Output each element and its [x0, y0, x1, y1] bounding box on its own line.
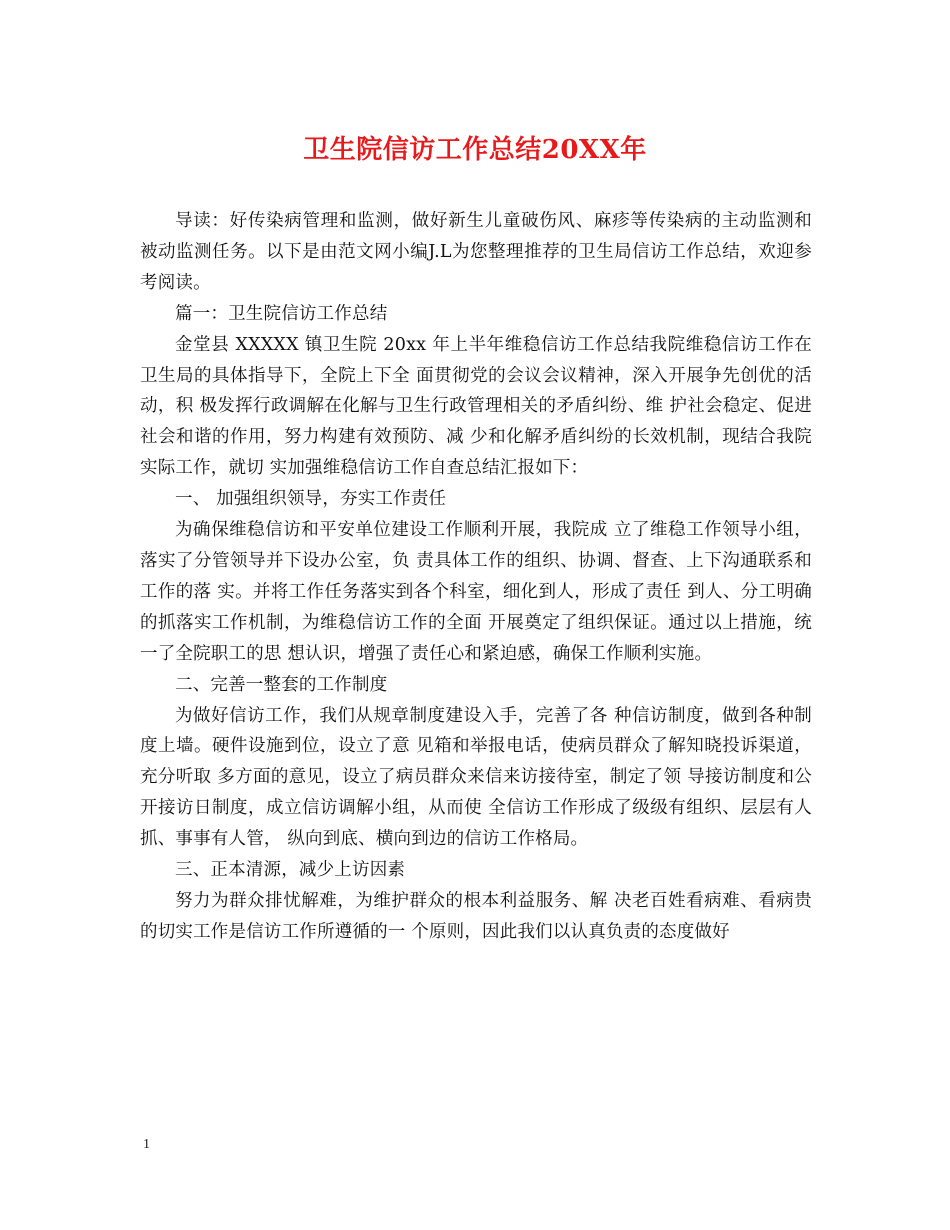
document-body	[140, 206, 812, 948]
body-paragraph-system: 为做好信访工作，我们从规章制度建设入手，完善了各 种信访制度，做到各种制度上墙。硬件设施到位，设立了意 见箱和举报电话，使病员群众了解知晓投诉渠道，充分听取 多方面的意见，设立了病员群众来信来访接待室，制定了领 导接访制度和公开接访日制度，成立信访调解小组，从而使 全信访工作形成了级级有组织、层层有人抓、事事有人管， 纵向到底、横向到边的信访工作格局。	[140, 705, 812, 850]
section-heading-three: 三、正本清源，减少上访因素	[175, 860, 406, 881]
body-paragraph-reduce-petitions: 努力为群众排忧解难，为维护群众的根本利益服务、解 决老百姓看病难、看病贵的切实工作是信访工作所遵循的一 个原则，因此我们以认真负责的态度做好	[140, 890, 812, 942]
body-paragraph-organization: 为确保维稳信访和平安单位建设工作顺利开展，我院成 立了维稳工作领导小组，落实了分管领导并下设办公室，负 责具体工作的组织、协调、督查、上下沟通联系和工作的落 实。并将工作任务落实到各个科室，细化到人，形成了责任 到人、分工明确的抓落实工作机制，为维稳信访工作的全面 开展奠定了组织保证。通过以上措施，统一了全院职工的思 想认识，增强了责任心和紧迫感，确保工作顺利实施。	[140, 520, 812, 664]
page-number: 1	[143, 1137, 150, 1152]
section-heading-part-one: 篇一：卫生院信访工作总结	[175, 303, 388, 324]
document-title: 卫生院信访工作总结20XX年	[303, 135, 647, 165]
intro-paragraph: 导读：好传染病管理和监测，做好新生儿童破伤风、麻疹等传染病的主动监测和被动监测任务。以下是由范文网小编J.L为您整理推荐的卫生局信访工作总结，欢迎参考阅读。	[140, 211, 812, 293]
section-heading-one: 一、 加强组织领导，夯实工作责任	[175, 489, 447, 510]
section-heading-two: 二、完善一整套的工作制度	[175, 674, 388, 695]
body-paragraph-summary: 金堂县 XXXXX 镇卫生院 20xx 年上半年维稳信访工作总结我院维稳信访工作在卫生局的具体指导下，全院上下全 面贯彻党的会议会议精神，深入开展争先创优的活动，积 极发挥行政调解在化解与卫生行政管理相关的矛盾纠纷、维 护社会稳定、促进社会和谐的作用，努力构建有效预防、减 少和化解矛盾纠纷的长效机制，现结合我院实际工作，就切 实加强维稳信访工作自查总结汇报如下：	[140, 334, 812, 479]
